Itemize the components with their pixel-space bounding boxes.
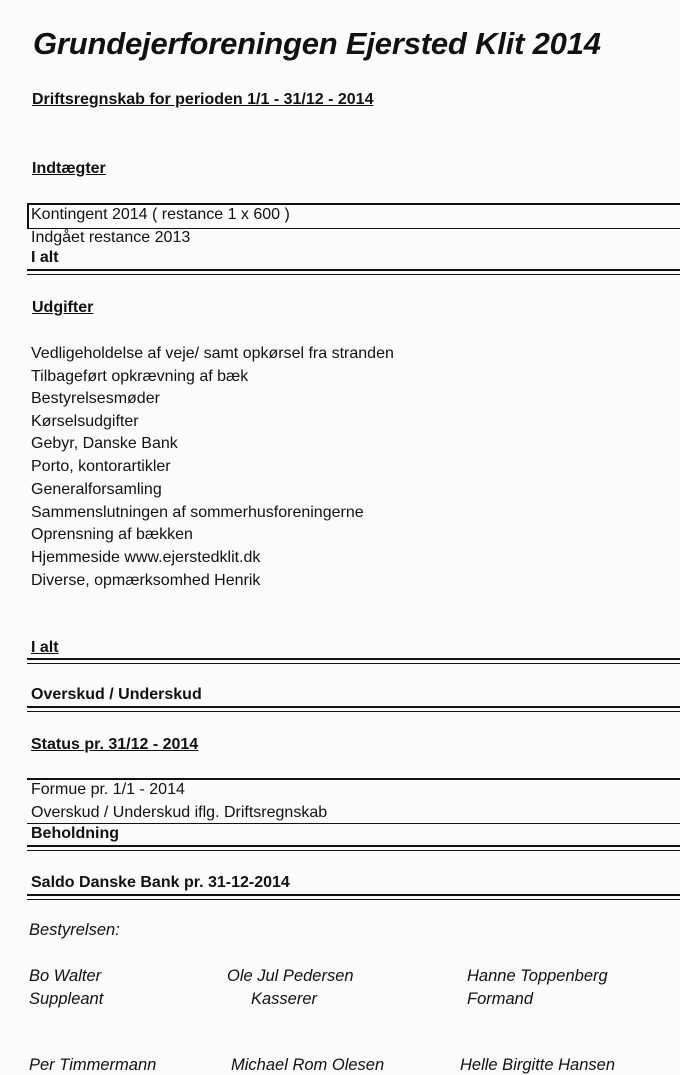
income-heading: Indtægter [32, 160, 106, 177]
expense-item: Diverse, opmærksomhed Henrik [31, 572, 261, 589]
status-total-label: Beholdning [31, 825, 119, 842]
board-member-name: Per Timmermann [29, 1056, 157, 1074]
status-item: Formue pr. 1/1 - 2014 [31, 781, 185, 798]
result-label: Overskud / Underskud [31, 686, 202, 703]
bank-balance-label: Saldo Danske Bank pr. 31-12-2014 [31, 874, 290, 891]
expense-item: Sammenslutningen af sommerhusforeningerne [31, 504, 364, 521]
board-member-name: Helle Birgitte Hansen [460, 1056, 615, 1074]
status-top-rule [27, 778, 680, 780]
bank-rule [27, 894, 680, 896]
income-total-label: I alt [31, 249, 59, 266]
income-total-rule [27, 269, 680, 271]
board-member-name: Hanne Toppenberg [467, 967, 608, 985]
document-subtitle: Driftsregnskab for perioden 1/1 - 31/12 - 2014 [32, 91, 374, 108]
board-heading: Bestyrelsen: [29, 921, 120, 939]
expense-item: Tilbageført opkrævning af bæk [31, 368, 249, 385]
board-member-role: Formand [467, 990, 534, 1008]
expenses-total-rule-double [27, 663, 680, 664]
board-member-name: Bo Walter [29, 967, 102, 985]
expenses-heading: Udgifter [32, 299, 94, 316]
status-item-rule [27, 823, 680, 824]
income-total-rule-double [27, 274, 680, 275]
income-left-bar [27, 203, 29, 228]
expense-item: Kørselsudgifter [31, 413, 139, 430]
board-member-role: Suppleant [29, 990, 104, 1008]
income-top-rule [27, 203, 680, 205]
expenses-total-label: I alt [31, 639, 59, 656]
board-member-role: Kasserer [251, 990, 318, 1008]
board-member-name: Michael Rom Olesen [231, 1056, 385, 1074]
status-item: Overskud / Underskud iflg. Driftsregnskab [31, 804, 328, 821]
status-heading: Status pr. 31/12 - 2014 [31, 736, 199, 753]
bank-rule-double [27, 899, 680, 900]
result-rule-double [27, 711, 680, 712]
income-item: Indgået restance 2013 [31, 229, 191, 246]
expense-item: Hjemmeside www.ejerstedklit.dk [31, 549, 261, 566]
result-rule [27, 706, 680, 708]
status-total-rule [27, 845, 680, 847]
expense-item: Bestyrelsesmøder [31, 390, 160, 407]
expense-item: Oprensning af bækken [31, 526, 193, 543]
status-total-rule-double [27, 850, 680, 851]
expense-item: Generalforsamling [31, 481, 162, 498]
expense-item: Porto, kontorartikler [31, 458, 171, 475]
board-member-name: Ole Jul Pedersen [227, 967, 354, 985]
expenses-total-rule [27, 658, 680, 660]
income-item: Kontingent 2014 ( restance 1 x 600 ) [31, 206, 290, 223]
expense-item: Gebyr, Danske Bank [31, 435, 178, 452]
expense-item: Vedligeholdelse af veje/ samt opkørsel fra stranden [31, 345, 394, 362]
document-title: Grundejerforeningen Ejersted Klit 2014 [33, 26, 601, 61]
